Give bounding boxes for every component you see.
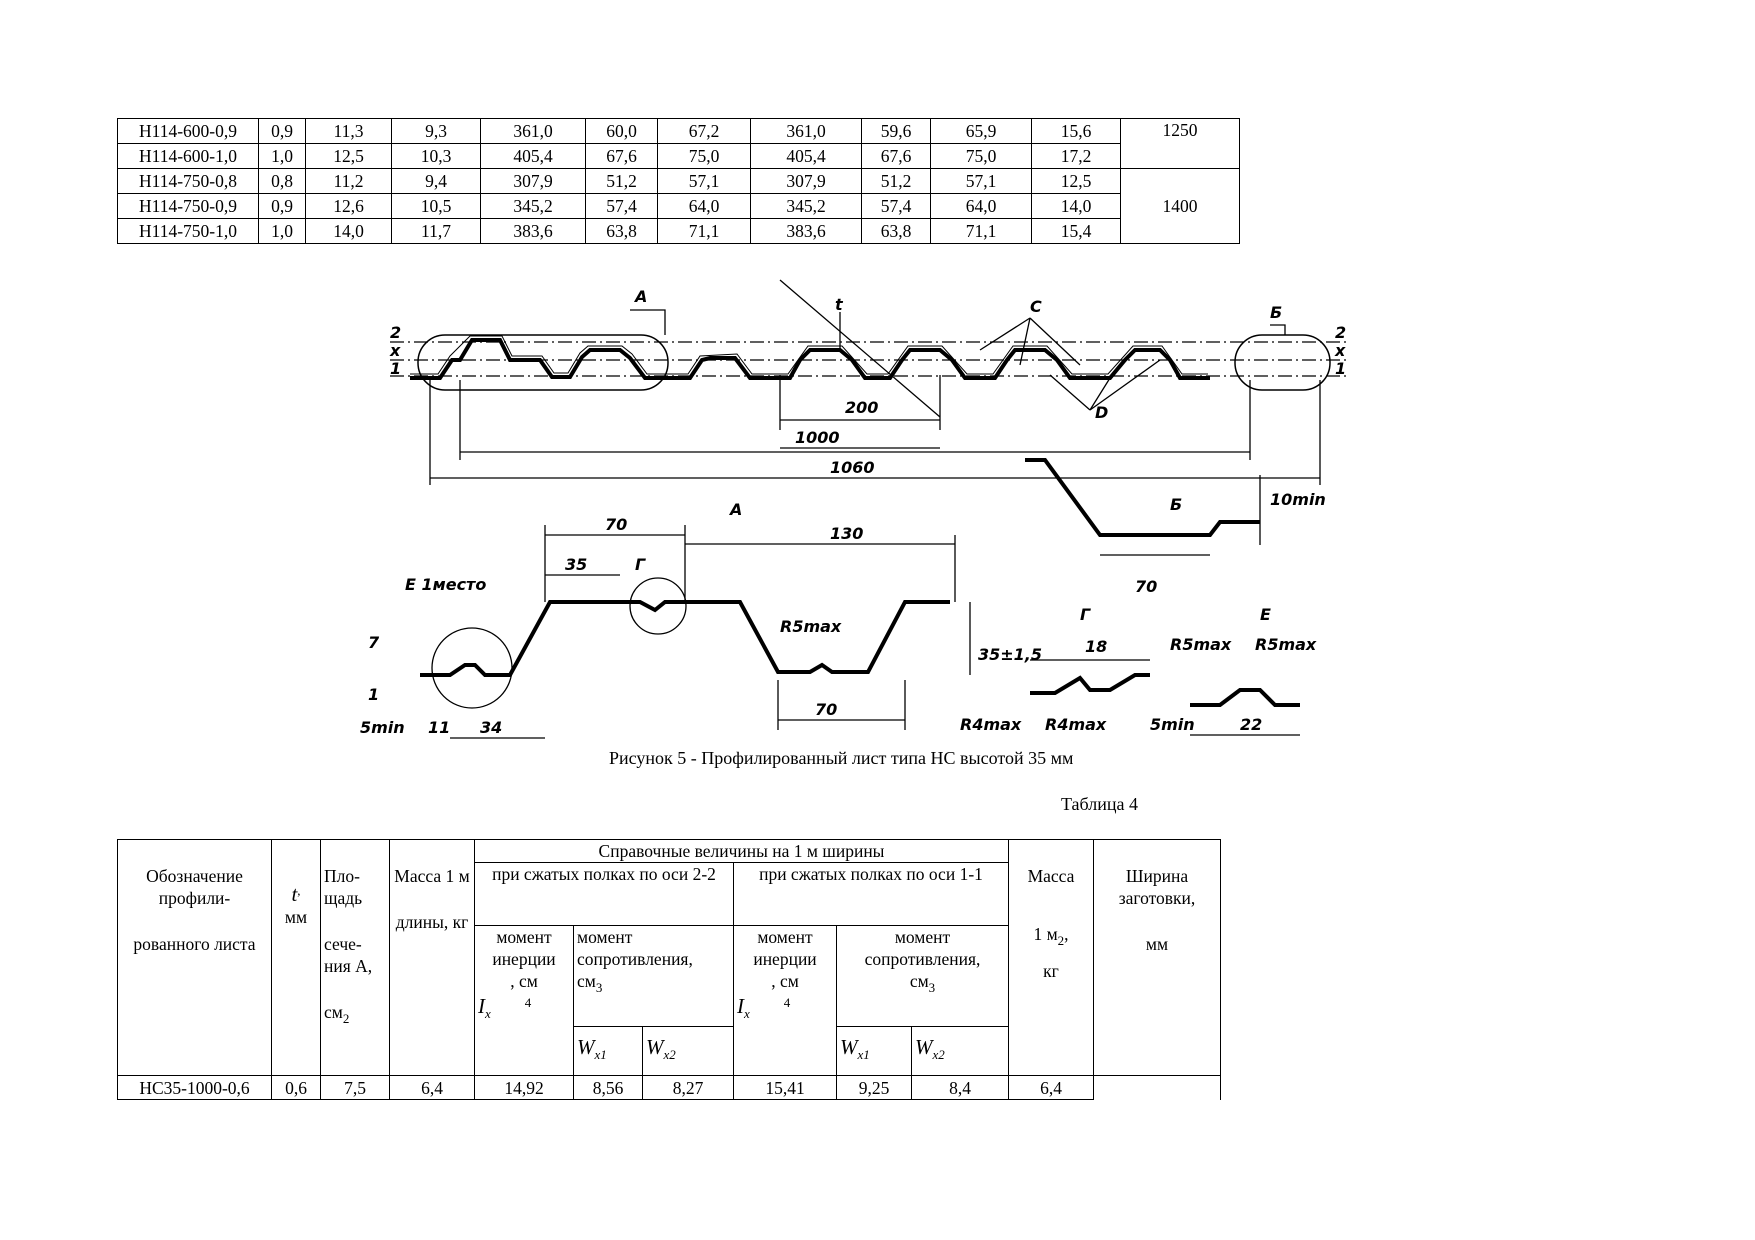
cell: 10,3 — [392, 144, 481, 169]
label-b: Б — [1270, 303, 1283, 322]
dim-10min: 10min — [1270, 490, 1326, 509]
cell: 57,4 — [586, 194, 658, 219]
cell: 0,6 — [272, 1076, 321, 1100]
header-inertia-22-x: x — [485, 1006, 491, 1021]
header-mm: мм — [284, 907, 308, 927]
detail-g-title: Г — [1080, 605, 1091, 624]
cell: 361,0 — [481, 119, 586, 144]
label-r4max-2: R4max — [1045, 715, 1107, 734]
dim-7: 7 — [368, 633, 380, 652]
table-row — [118, 194, 1240, 219]
header-inertia-22-exp: 4 — [524, 995, 532, 1010]
header-width-2: мм — [1145, 934, 1169, 954]
dim-35: 35 — [565, 555, 588, 574]
header-wx2-11 — [912, 1027, 1009, 1076]
header-wx2-22 — [643, 1027, 734, 1076]
header-inertia-11-label: момент инерции — [753, 927, 817, 969]
label-t: t — [835, 295, 843, 314]
cell: 0,8 — [259, 169, 306, 194]
axis-x-left: x — [390, 341, 401, 360]
header-resist-11-exp: 3 — [928, 980, 936, 995]
header-t-comma: , — [297, 883, 301, 898]
cell: 1250 — [1121, 119, 1240, 169]
header-axis-11: при сжатых полках по оси 1-1 — [734, 863, 1009, 926]
cell: 9,3 — [392, 119, 481, 144]
header-inertia-11-x: x — [744, 1006, 750, 1021]
label-r4max-1: R4max — [960, 715, 1022, 734]
cell: 51,2 — [586, 169, 658, 194]
label-e1: Е 1место — [405, 575, 487, 594]
cell: 14,0 — [306, 219, 392, 244]
table-row — [118, 169, 1240, 194]
cell: НС35-1000-0,6 — [118, 1076, 272, 1100]
cell: 65,9 — [931, 119, 1032, 144]
cell: 57,1 — [931, 169, 1032, 194]
label-c: С — [1030, 297, 1042, 316]
header-wx2-11-w: W — [915, 1035, 933, 1059]
cell: 8,56 — [574, 1076, 643, 1100]
cell: 383,6 — [751, 219, 862, 244]
header-resist-22-label: момент сопротивления, — [577, 927, 693, 969]
header-mass-m2: Масса 1 $м_2$, кг — [1009, 840, 1094, 1076]
cell: 0,9 — [259, 119, 306, 144]
cell: 345,2 — [481, 194, 586, 219]
header-area — [321, 840, 390, 1076]
header-wx2-11-sub: x2 — [932, 1047, 945, 1062]
cell: 64,0 — [658, 194, 751, 219]
axis-x-right: x — [1335, 341, 1346, 360]
cell: 63,8 — [586, 219, 658, 244]
cell: 57,4 — [862, 194, 931, 219]
header-resist-11-unit: см — [909, 971, 929, 991]
dim-34: 34 — [480, 718, 503, 737]
cell: 361,0 — [751, 119, 862, 144]
header-mass-1: Масса 1 м — [394, 866, 470, 886]
cell: 11,3 — [306, 119, 392, 144]
cell: Н114-600-1,0 — [118, 144, 259, 169]
cell: 10,5 — [392, 194, 481, 219]
header-area-2: сече-ния А, — [324, 934, 373, 976]
header-inertia-22 — [475, 926, 574, 1076]
cell: 6,4 — [1009, 1076, 1094, 1100]
header-wx1-11-sub: x1 — [857, 1047, 870, 1062]
detail-b-title: Б — [1170, 495, 1183, 514]
cell: 15,6 — [1032, 119, 1121, 144]
figure-caption: Рисунок 5 - Профилированный лист типа НС высотой 35 мм — [609, 748, 1074, 768]
cell: 67,2 — [658, 119, 751, 144]
cell: 75,0 — [658, 144, 751, 169]
header-mass-m2-1: Масса — [1027, 866, 1075, 886]
header-resist-22-unit: см — [577, 971, 596, 991]
cell: 67,6 — [586, 144, 658, 169]
header-wx1-11-w: W — [840, 1035, 858, 1059]
dim-18: 18 — [1085, 637, 1108, 656]
cell: 57,1 — [658, 169, 751, 194]
header-area-exp: 2 — [342, 1011, 350, 1026]
header-inertia-22-i: I — [478, 994, 485, 1018]
dim-200: 200 — [845, 398, 879, 417]
cell: 12,6 — [306, 194, 392, 219]
dim-1060: 1060 — [830, 458, 875, 477]
header-designation-2: рованного листа — [133, 934, 256, 954]
cell: Н114-750-1,0 — [118, 219, 259, 244]
top-table — [117, 118, 1240, 244]
label-a: А — [635, 287, 648, 306]
cell: 1,0 — [259, 219, 306, 244]
cell-empty — [1094, 1076, 1221, 1100]
callout-b — [1235, 335, 1330, 390]
cell: 7,5 — [321, 1076, 390, 1100]
cell: Н114-600-0,9 — [118, 119, 259, 144]
header-mass-2: длины, кг — [395, 912, 469, 932]
header-inertia-11-i: I — [737, 994, 744, 1018]
header-mass-m2-3: кг — [1043, 961, 1059, 981]
dim-130: 130 — [830, 524, 864, 543]
cell: 14,0 — [1032, 194, 1121, 219]
cell: 14,92 — [475, 1076, 574, 1100]
detail-g-profile — [1030, 675, 1150, 693]
label-r5max-e2: R5max — [1255, 635, 1317, 654]
cell: 1400 — [1121, 169, 1240, 244]
cell: 11,2 — [306, 169, 392, 194]
cell: Н114-750-0,8 — [118, 169, 259, 194]
header-wx1-22-sub: x1 — [594, 1047, 607, 1062]
dim-1: 1 — [368, 685, 380, 704]
cell: 345,2 — [751, 194, 862, 219]
detail-b-profile — [1025, 460, 1260, 535]
cell: 71,1 — [931, 219, 1032, 244]
axis-1-left: 1 — [390, 359, 402, 378]
detail-e-circle — [432, 628, 512, 708]
cell: 64,0 — [931, 194, 1032, 219]
cell: 405,4 — [751, 144, 862, 169]
table-row — [118, 144, 1240, 169]
cell: 9,25 — [837, 1076, 912, 1100]
dim-70-b: 70 — [1135, 577, 1158, 596]
axis-2-left: 2 — [390, 323, 402, 342]
header-wx1-22 — [574, 1027, 643, 1076]
cell: 15,4 — [1032, 219, 1121, 244]
cell: 15,41 — [734, 1076, 837, 1100]
cell: 8,27 — [643, 1076, 734, 1100]
detail-e-title: Е — [1260, 605, 1271, 624]
detail-e-profile — [1190, 690, 1300, 705]
header-axis-22: при сжатых полках по оси 2-2 — [475, 863, 734, 926]
table-row — [118, 219, 1240, 244]
cell: 60,0 — [586, 119, 658, 144]
cell: 11,7 — [392, 219, 481, 244]
dim-70-bottom: 70 — [815, 700, 838, 719]
cell: Н114-750-0,9 — [118, 194, 259, 219]
table-title: Таблица 4 — [1061, 794, 1138, 814]
axis-1-right: 1 — [1335, 359, 1347, 378]
cell: 75,0 — [931, 144, 1032, 169]
header-width — [1094, 840, 1221, 1076]
dim-70-a: 70 — [605, 515, 628, 534]
cell: 307,9 — [751, 169, 862, 194]
cell: 405,4 — [481, 144, 586, 169]
header-resist-22 — [574, 926, 734, 1027]
header-wx1-22-w: W — [577, 1035, 595, 1059]
cell: 307,9 — [481, 169, 586, 194]
header-area-1: Пло-щадь — [324, 866, 363, 908]
cell: 71,1 — [658, 219, 751, 244]
header-t: t — [291, 882, 298, 906]
profile-drawing — [360, 280, 1370, 760]
dim-35-tol: 35±1,5 — [978, 645, 1043, 664]
dim-22: 22 — [1240, 715, 1263, 734]
cell: 59,6 — [862, 119, 931, 144]
dim-11: 11 — [428, 718, 451, 737]
header-inertia-11-unit: , см — [771, 971, 799, 991]
header-width-1: Ширина заготовки, — [1118, 866, 1196, 908]
header-reference: Справочные величины на 1 м ширины — [475, 840, 1009, 863]
dim-1000: 1000 — [795, 428, 840, 447]
header-wx1-11 — [837, 1027, 912, 1076]
cell: 6,4 — [390, 1076, 475, 1100]
table-row — [118, 1076, 1221, 1100]
header-designation — [118, 840, 272, 1076]
header-inertia-11 — [734, 926, 837, 1076]
header-mass-m2-2: 1 м — [1033, 924, 1058, 944]
header-designation-1: Обозначение профили- — [146, 866, 243, 908]
table-4 — [117, 839, 1221, 1100]
cell: 1,0 — [259, 144, 306, 169]
cell: 9,4 — [392, 169, 481, 194]
header-inertia-22-unit: , см — [510, 971, 538, 991]
header-resist-11-label: момент сопротивления, — [864, 927, 981, 969]
cell: 0,9 — [259, 194, 306, 219]
cell: 17,2 — [1032, 144, 1121, 169]
cell: 51,2 — [862, 169, 931, 194]
table-row — [118, 119, 1240, 144]
header-mass-m2-exp: 2 — [1057, 933, 1065, 948]
label-r5max-e1: R5max — [1170, 635, 1232, 654]
cell: 63,8 — [862, 219, 931, 244]
header-mass — [390, 840, 475, 1076]
cell: 67,6 — [862, 144, 931, 169]
label-g: Г — [635, 555, 646, 574]
label-d: D — [1095, 403, 1109, 422]
cell: 383,6 — [481, 219, 586, 244]
header-resist-22-exp: 3 — [595, 980, 603, 995]
header-wx2-22-sub: x2 — [663, 1047, 676, 1062]
cell: 12,5 — [1032, 169, 1121, 194]
header-wx2-22-w: W — [646, 1035, 664, 1059]
header-thickness — [272, 840, 321, 1076]
axis-2-right: 2 — [1335, 323, 1347, 342]
header-resist-11 — [837, 926, 1009, 1027]
header-inertia-11-exp: 4 — [783, 995, 791, 1010]
cell: 12,5 — [306, 144, 392, 169]
header-area-unit: см — [324, 1002, 343, 1022]
label-r5max: R5max — [780, 617, 842, 636]
cell: 8,4 — [912, 1076, 1009, 1100]
dim-5min-e: 5min — [1150, 715, 1195, 734]
dim-5min: 5min — [360, 718, 405, 737]
header-inertia-22-label: момент инерции — [492, 927, 556, 969]
detail-a-title: А — [730, 500, 743, 519]
